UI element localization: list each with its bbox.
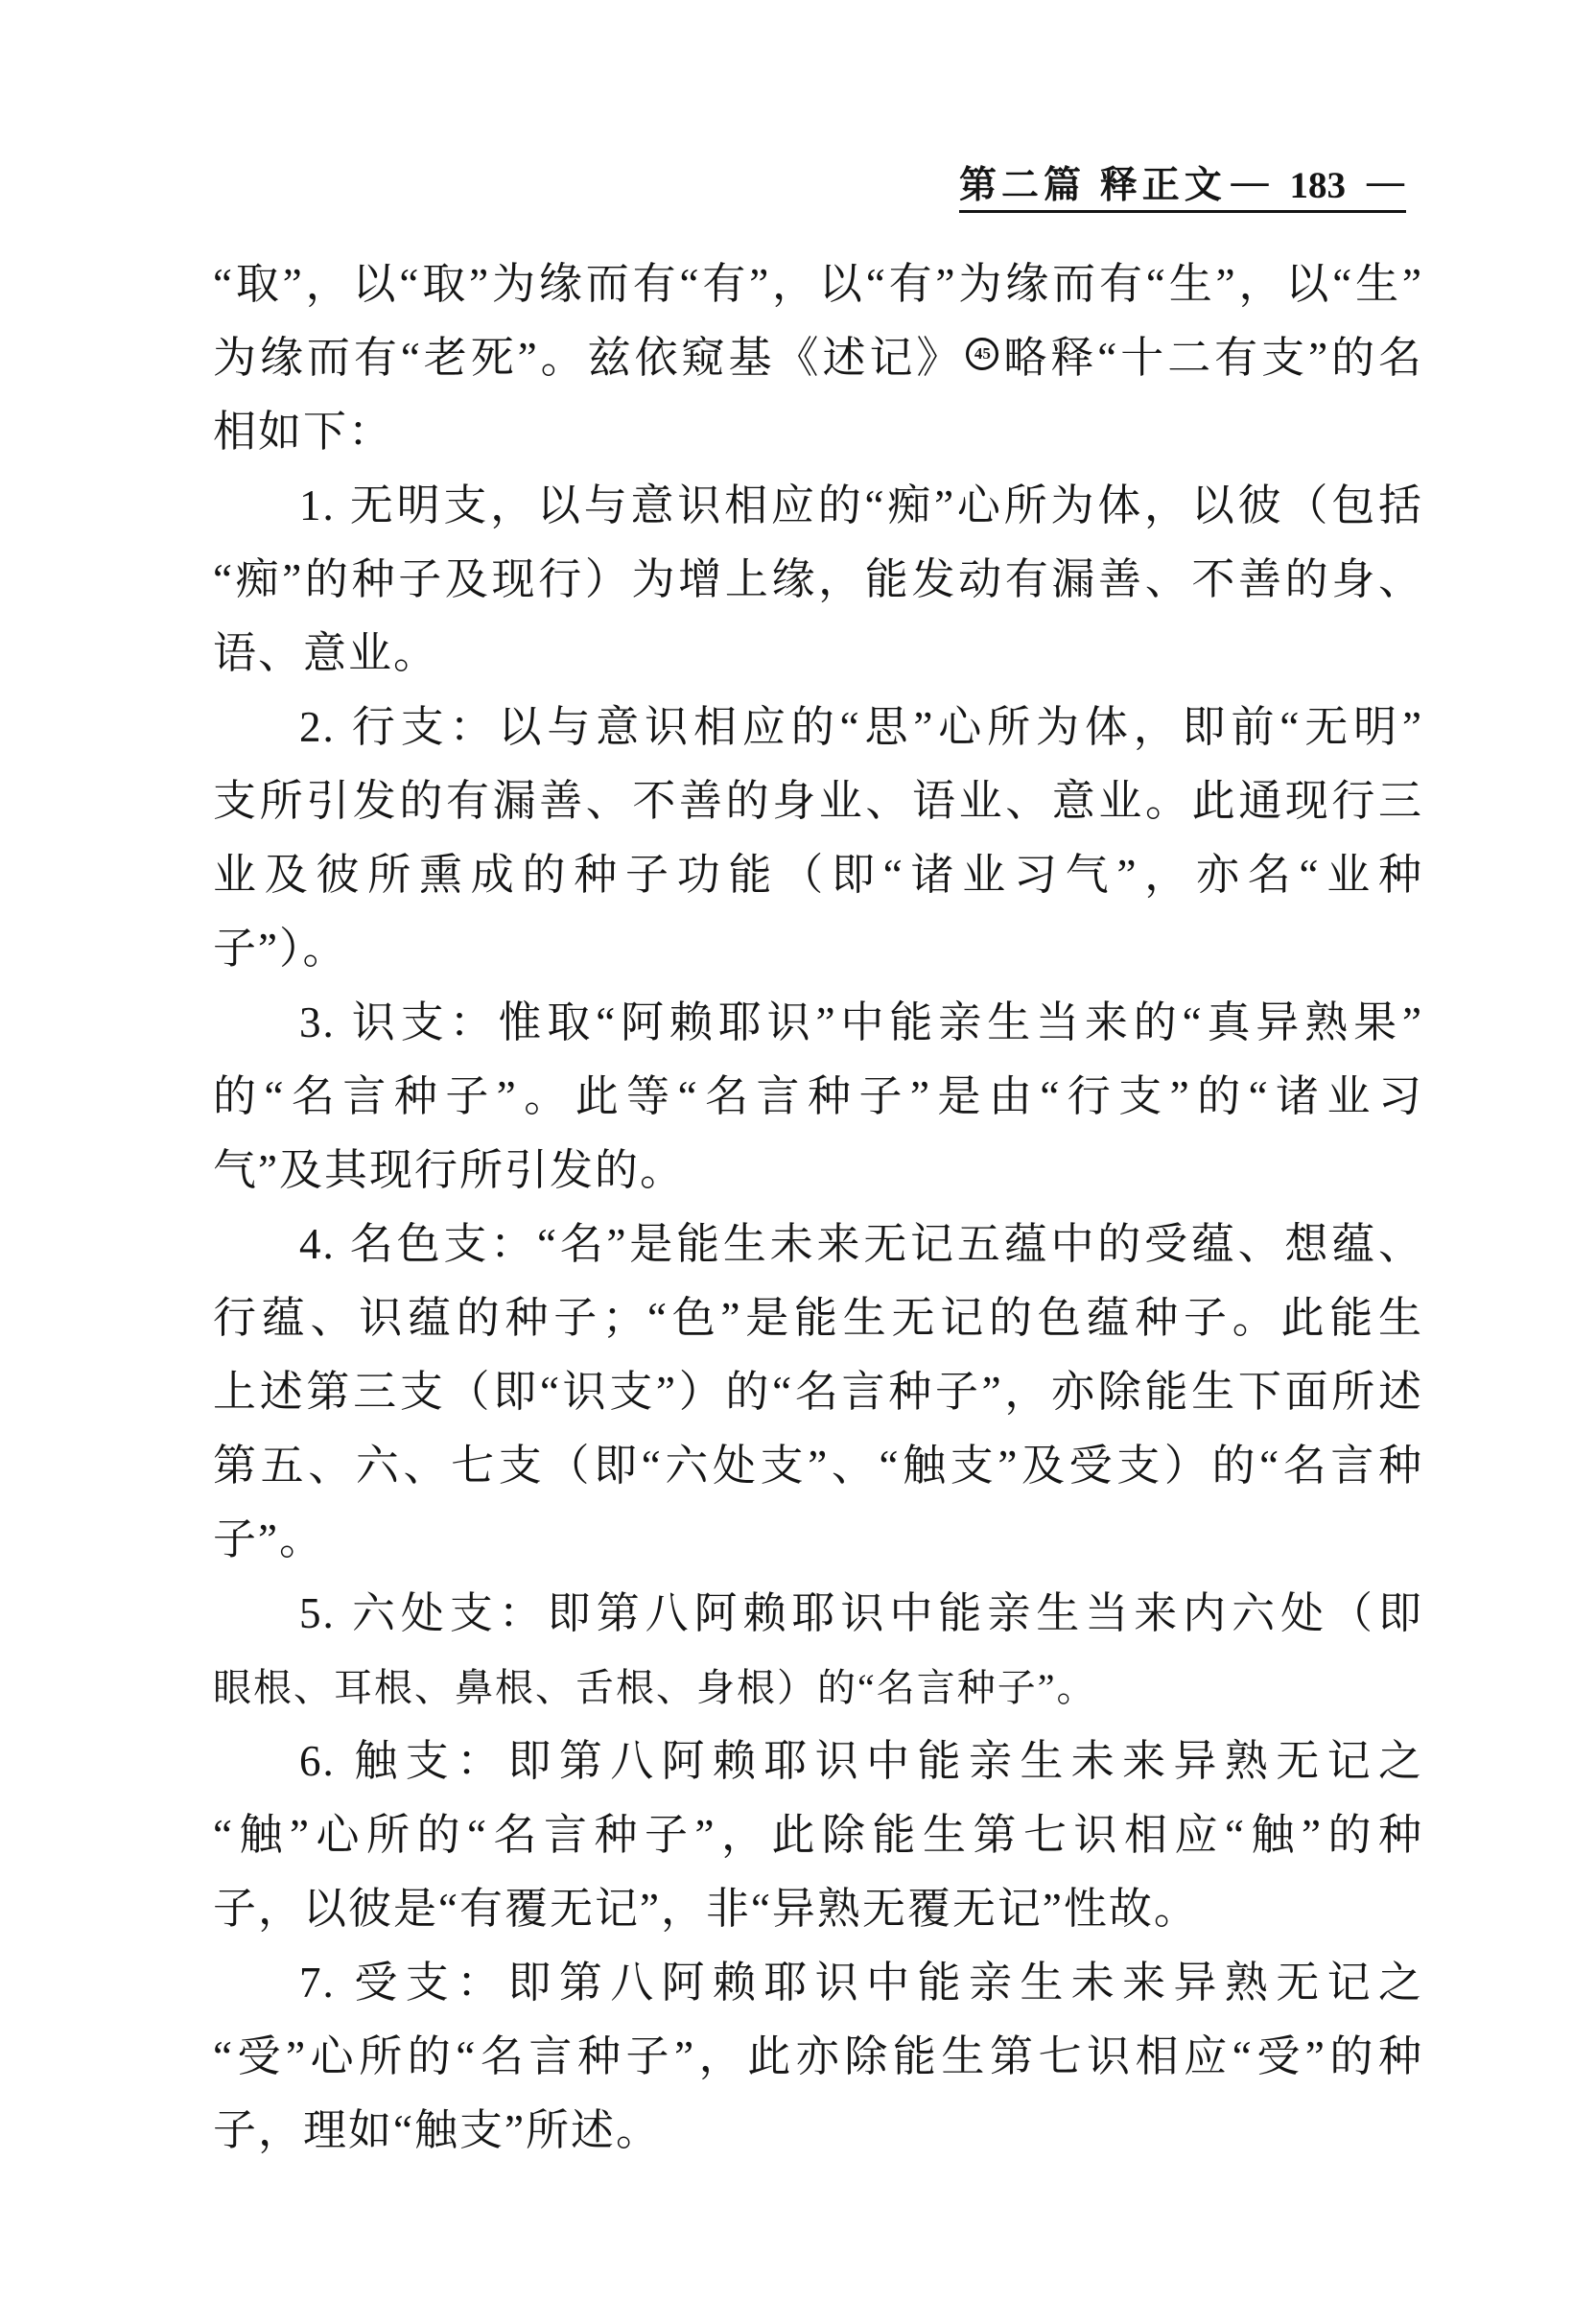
footnote-number: 45 — [974, 344, 991, 363]
text-line: 气”及其现行所引发的。 — [213, 1146, 685, 1194]
text-line: 支所引发的有漏善、不善的身业、语业、意业。此通现行三 — [213, 777, 1423, 825]
text-line: 上述第三支（即“识支”）的“名言种子”，亦除能生下面所述 — [213, 1368, 1423, 1416]
text-line: 子”）。 — [213, 925, 348, 973]
text-segment: 略释“十二有支”的名 — [1001, 334, 1424, 382]
text-line: “触”心所的“名言种子”，此除能生第七识相应“触”的种 — [213, 1811, 1423, 1859]
header-underline — [959, 210, 1406, 213]
text-line: “受”心所的“名言种子”，此亦除能生第七识相应“受”的种 — [213, 2032, 1423, 2080]
text-line: 3. 识支：惟取“阿赖耶识”中能亲生当来的“真异熟果” — [299, 998, 1423, 1046]
footnote-marker — [966, 338, 998, 370]
text-line: 子，以彼是“有覆无记”，非“异熟无覆无记”性故。 — [213, 1885, 1199, 1933]
text-segment: 为缘而有“老死”。兹依窥基《述记》 — [213, 334, 964, 382]
text-line — [213, 321, 1423, 395]
text-line: 6. 触支：即第八阿赖耶识中能亲生未来异熟无记之 — [299, 1737, 1423, 1785]
text-line: 2. 行支：以与意识相应的“思”心所为体，即前“无明” — [299, 703, 1423, 751]
page-number: 183 — [1289, 165, 1346, 206]
text-line: 7. 受支：即第八阿赖耶识中能亲生未来异熟无记之 — [299, 1959, 1423, 2007]
text-line: 相如下： — [213, 408, 394, 456]
page-body — [213, 247, 1423, 2168]
text-line: 5. 六处支：即第八阿赖耶识中能亲生当来内六处（即 — [299, 1589, 1423, 1637]
text-line: 4. 名色支：“名”是能生未来无记五蕴中的受蕴、想蕴、 — [299, 1220, 1423, 1268]
text-line: 1. 无明支，以与意识相应的“痴”心所为体，以彼（包括 — [299, 481, 1423, 529]
text-line: 眼根、耳根、鼻根、舌根、身根）的“名言种子”。 — [213, 1666, 1097, 1709]
text-line: 子”。 — [213, 1515, 324, 1563]
text-line: 子，理如“触支”所述。 — [213, 2106, 661, 2154]
text-line: 第五、六、七支（即“六处支”、“触支”及受支）的“名言种 — [213, 1442, 1423, 1490]
text-line: 业及彼所熏成的种子功能（即“诸业习气”，亦名“业种 — [213, 851, 1423, 899]
chapter-title: 第二篇 释正文 — [959, 165, 1227, 206]
text-line: 行蕴、识蕴的种子；“色”是能生无记的色蕴种子。此能生 — [213, 1294, 1423, 1342]
page-number-group — [1231, 161, 1405, 207]
text-line: “痴”的种子及现行）为增上缘，能发动有漏善、不善的身、 — [213, 555, 1423, 603]
page-header — [959, 155, 1404, 209]
dash-left: — — [1231, 161, 1269, 202]
text-line: 语、意业。 — [213, 629, 439, 677]
dash-right: — — [1367, 161, 1404, 202]
text-line: “取”，以“取”为缘而有“有”，以“有”为缘而有“生”，以“生” — [213, 260, 1423, 308]
text-line: 的“名言种子”。此等“名言种子”是由“行支”的“诸业习 — [213, 1072, 1423, 1120]
